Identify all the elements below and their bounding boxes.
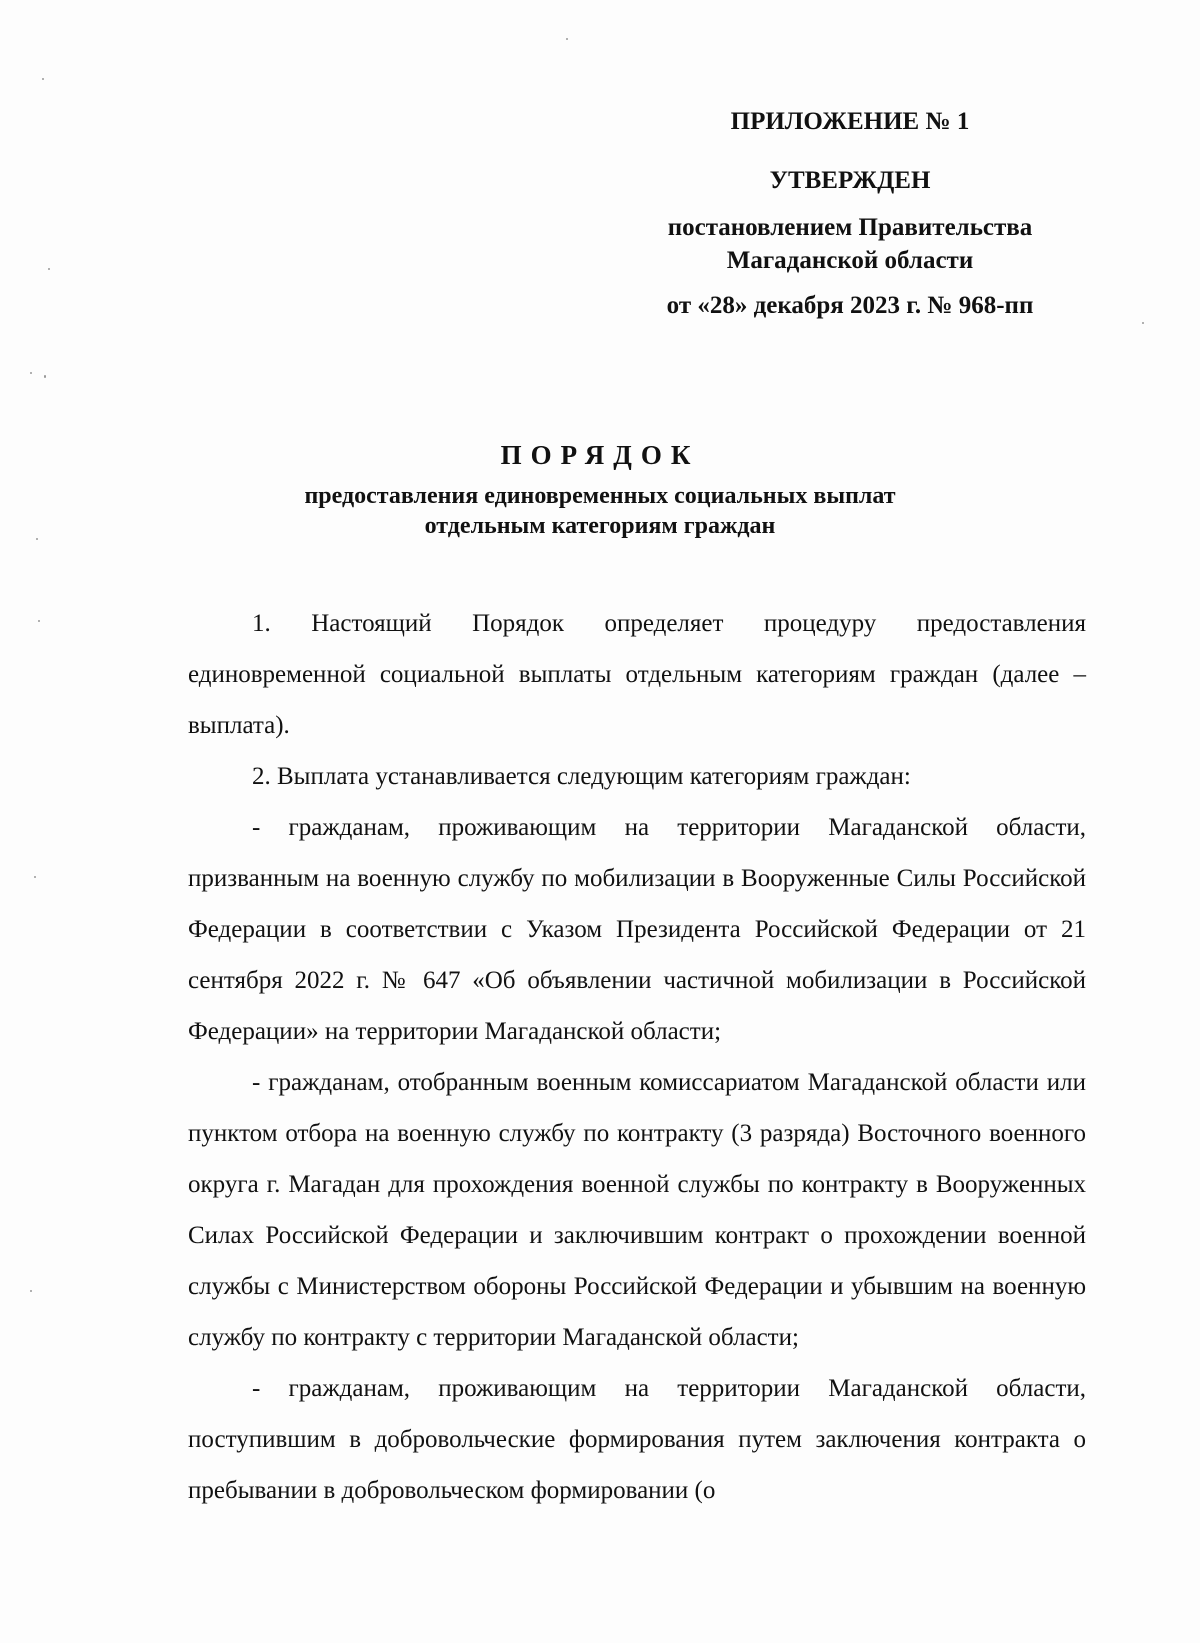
approval-date-line: от «28» декабря 2023 г. № 968-пп (666, 292, 1034, 319)
approval-authority-line-2: Магаданской области (726, 247, 974, 274)
paragraph-4: - гражданам, отобранным военным комиссариатом Магаданской области или пунктом отбора на военную службу по контракту (3 разряда) Восточного военного округа г. Магадан для прохождения военной службы по контракту в Вооруженных Силах Российской Федерации и заключившим контракт о прохождении военной службы с Министерством обороны Российской Федерации и убывшим на военную службу по контракту с территории Магаданской области; (188, 1069, 1086, 1351)
paragraph-5: - гражданам, проживающим на территории Магаданской области, поступившим в добровольческие формирования путем заключения контракта о пребывании в добровольческом формировании (о (188, 1375, 1086, 1504)
paragraph-2: 2. Выплата устанавливается следующим категориям граждан: (252, 763, 911, 790)
paragraph-1: 1. Настоящий Порядок определяет процедуру предоставления единовременной социальной выплаты отдельным категориям граждан (далее – выплата). (188, 610, 1086, 739)
document-subtitle-line-1: предоставления единовременных социальных выплат (304, 483, 896, 509)
annex-label: ПРИЛОЖЕНИЕ № 1 (730, 108, 970, 135)
approval-stamp-block (600, 105, 1100, 322)
approved-label: УТВЕРЖДЕН (769, 167, 931, 194)
document-body (188, 598, 1086, 1516)
paragraph-3: - гражданам, проживающим на территории Магаданской области, призванным на военную службу по мобилизации в Вооруженные Силы Российской Федерации в соответствии с Указом Президента Российской Федерации от 21 сентября 2022 г. № 647 «Об объявлении частичной мобилизации в Российской Федерации» на территории Магаданской области; (188, 814, 1086, 1045)
document-title-block (0, 440, 1200, 541)
document-subtitle-line-2: отдельным категориям граждан (424, 513, 776, 539)
approval-authority-line-1: постановлением Правительства (667, 214, 1033, 241)
document-title: ПОРЯДОК (500, 440, 700, 470)
